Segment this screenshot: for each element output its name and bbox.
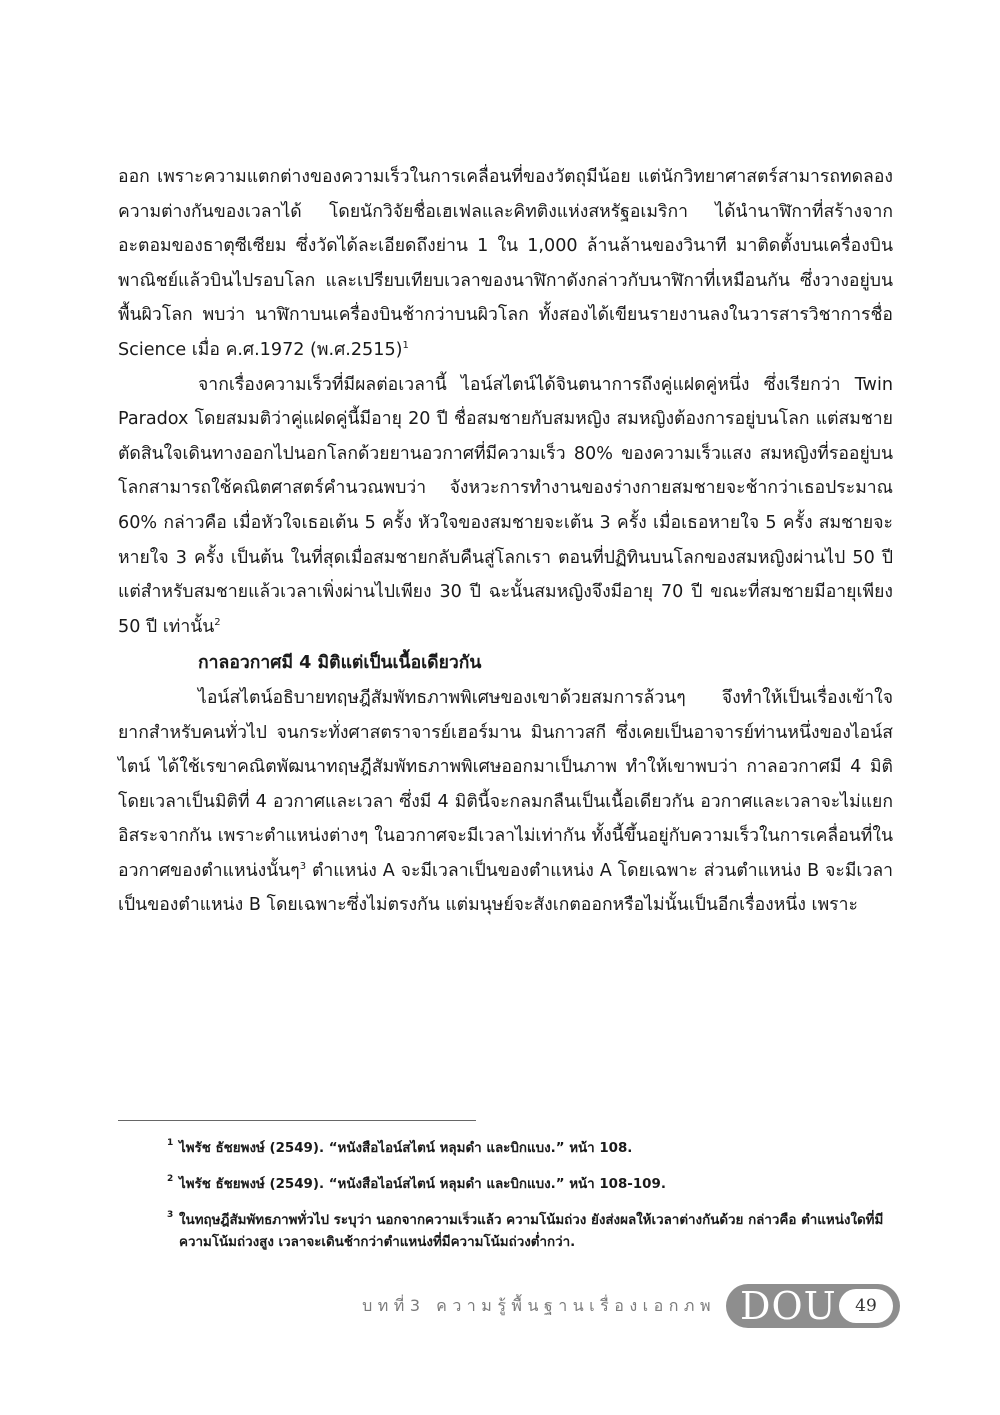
dou-logo-badge — [726, 1284, 900, 1328]
footnote-number: 2 — [167, 1174, 174, 1184]
footnote-ref-3[interactable]: 3 — [299, 861, 307, 873]
page-footer — [340, 1284, 900, 1330]
footnote-number: 1 — [167, 1138, 174, 1148]
footnotes — [167, 1138, 892, 1268]
footnote-ref-2[interactable]: 2 — [214, 616, 221, 628]
footnote-number: 3 — [167, 1210, 174, 1220]
page-number: 49 — [839, 1289, 893, 1323]
paragraph-1 — [118, 160, 893, 368]
footnote-1 — [167, 1138, 892, 1160]
dou-logo: DOU — [740, 1284, 837, 1328]
section-heading: กาลอวกาศมี 4 มิติแต่เป็นเนื้อเดียวกัน — [198, 653, 482, 674]
paragraph-2 — [118, 368, 893, 645]
footnote-ref-1[interactable]: 1 — [402, 340, 409, 352]
footnote-text: ในทฤษฎีสัมพัทธภาพทั่วไป ระบุว่า นอกจากความเร็วแล้ว ความโน้มถ่วง ยังส่งผลให้เวลาต่างกันด้วย กล่าวคือ ตำแหน่งใดที่มีความโน้มถ่วงสูง เวลาจะเดินช้ากว่าตำแหน่งที่มีความโน้มถ่วงต่ำกว่า. — [179, 1213, 884, 1250]
footnote-text: ไพรัช ธัชยพงษ์ (2549). “หนังสือไอน์สไตน์ หลุมดำ และบิกแบง.” หน้า 108-109. — [179, 1177, 666, 1192]
paragraph-3-text-a: ไอน์สไตน์อธิบายทฤษฎีสัมพัทธภาพพิเศษของเขาด้วยสมการล้วนๆ จึงทำให้เป็นเรื่องเข้าใจยากสำหรับคนทั่วไป จนกระทั่งศาสตราจารย์เฮอร์มาน มินกาวสกี ซึ่งเคยเป็นอาจารย์ท่านหนึ่งของไอน์สไตน์ ได้ใช้เรขาคณิตพัฒนาทฤษฎีสัมพัทธภาพพิเศษออกมาเป็นภาพ ทำให้เขาพบว่า กาลอวกาศมี 4 มิติโดยเวลาเป็นมิติที่ 4 อวกาศและเวลา ซึ่งมี 4 มิตินี้จะกลมกลืนเป็นเนื้อเดียวกัน อวกาศและเวลาจะไม่แยกอิสระจากกัน เพราะตำแหน่งต่างๆ ในอวกาศจะมีเวลาไม่เท่ากัน ทั้งนี้ขึ้นอยู่กับความเร็วในการเคลื่อนที่ในอวกาศของตำแหน่งนั้นๆ — [118, 687, 893, 881]
footnote-3 — [167, 1210, 892, 1254]
footnote-divider — [118, 1120, 476, 1121]
footnote-text: ไพรัช ธัชยพงษ์ (2549). “หนังสือไอน์สไตน์ หลุมดำ และบิกแบง.” หน้า 108. — [179, 1141, 633, 1156]
paragraph-2-text: จากเรื่องความเร็วที่มีผลต่อเวลานี้ ไอน์สไตน์ได้จินตนาการถึงคู่แฝดคู่หนึ่ง ซึ่งเรียกว่า Twin Paradox โดยสมมติว่าคู่แฝดคู่นี้มีอายุ 20 ปี ชื่อสมชายกับสมหญิง สมหญิงต้องการอยู่บนโลก แต่สมชายตัดสินใจเดินทางออกไปนอกโลกด้วยยานอวกาศที่มีความเร็ว 80% ของความเร็วแสง สมหญิงที่รออยู่บนโลกสามารถใช้คณิตศาสตร์คำนวณพบว่า จังหวะการทำงานของร่างกายสมชายจะช้ากว่าเธอประมาณ 60% กล่าวคือ เมื่อหัวใจเธอเต้น 5 ครั้ง หัวใจของสมชายจะเต้น 3 ครั้ง เมื่อเธอหายใจ 5 ครั้ง สมชายจะหายใจ 3 ครั้ง เป็นต้น ในที่สุดเมื่อสมชายกลับคืนสู่โลกเรา ตอนที่ปฏิทินบนโลกของสมหญิงผ่านไป 50 ปี แต่สำหรับสมชายแล้วเวลาเพิ่งผ่านไปเพียง 30 ปี ฉะนั้นสมหญิงจึงมีอายุ 70 ปี ขณะที่สมชายมีอายุเพียง 50 ปี เท่านั้น — [118, 374, 893, 637]
paragraph-3 — [118, 681, 893, 923]
paragraph-3-text-b: ตำแหน่ง A จะมีเวลาเป็นของตำแหน่ง A โดยเฉพาะ ส่วนตำแหน่ง B จะมีเวลาเป็นของตำแหน่ง B โดยเฉพาะซึ่งไม่ตรงกัน แต่มนุษย์จะสังเกตออกหรือไม่นั้นเป็นอีกเรื่องหนึ่ง เพราะ — [118, 860, 893, 916]
footnote-2 — [167, 1174, 892, 1196]
body-text — [118, 160, 893, 923]
chapter-title: บทที่3 ความรู้พื้นฐานเรื่องเอกภพ — [362, 1296, 716, 1315]
paragraph-1-text: ออก เพราะความแตกต่างของความเร็วในการเคลื่อนที่ของวัตถุมีน้อย แต่นักวิทยาศาสตร์สามารถทดลองความต่างกันของเวลาได้ โดยนักวิจัยชื่อเฮเฟลและคิทติงแห่งสหรัฐอเมริกา ได้นำนาฬิกาที่สร้างจากอะตอมของธาตุซีเซียม ซึ่งวัดได้ละเอียดถึงย่าน 1 ใน 1,000 ล้านล้านของวินาที มาติดตั้งบนเครื่องบินพาณิชย์แล้วบินไปรอบโลก และเปรียบเทียบเวลาของนาฬิกาดังกล่าวกับนาฬิกาที่เหมือนกัน ซึ่งวางอยู่บนพื้นผิวโลก พบว่า นาฬิกาบนเครื่องบินช้ากว่าบนผิวโลก ทั้งสองได้เขียนรายงานลงในวารสารวิชาการชื่อ Science เมื่อ ค.ศ.1972 (พ.ศ.2515) — [118, 167, 893, 360]
